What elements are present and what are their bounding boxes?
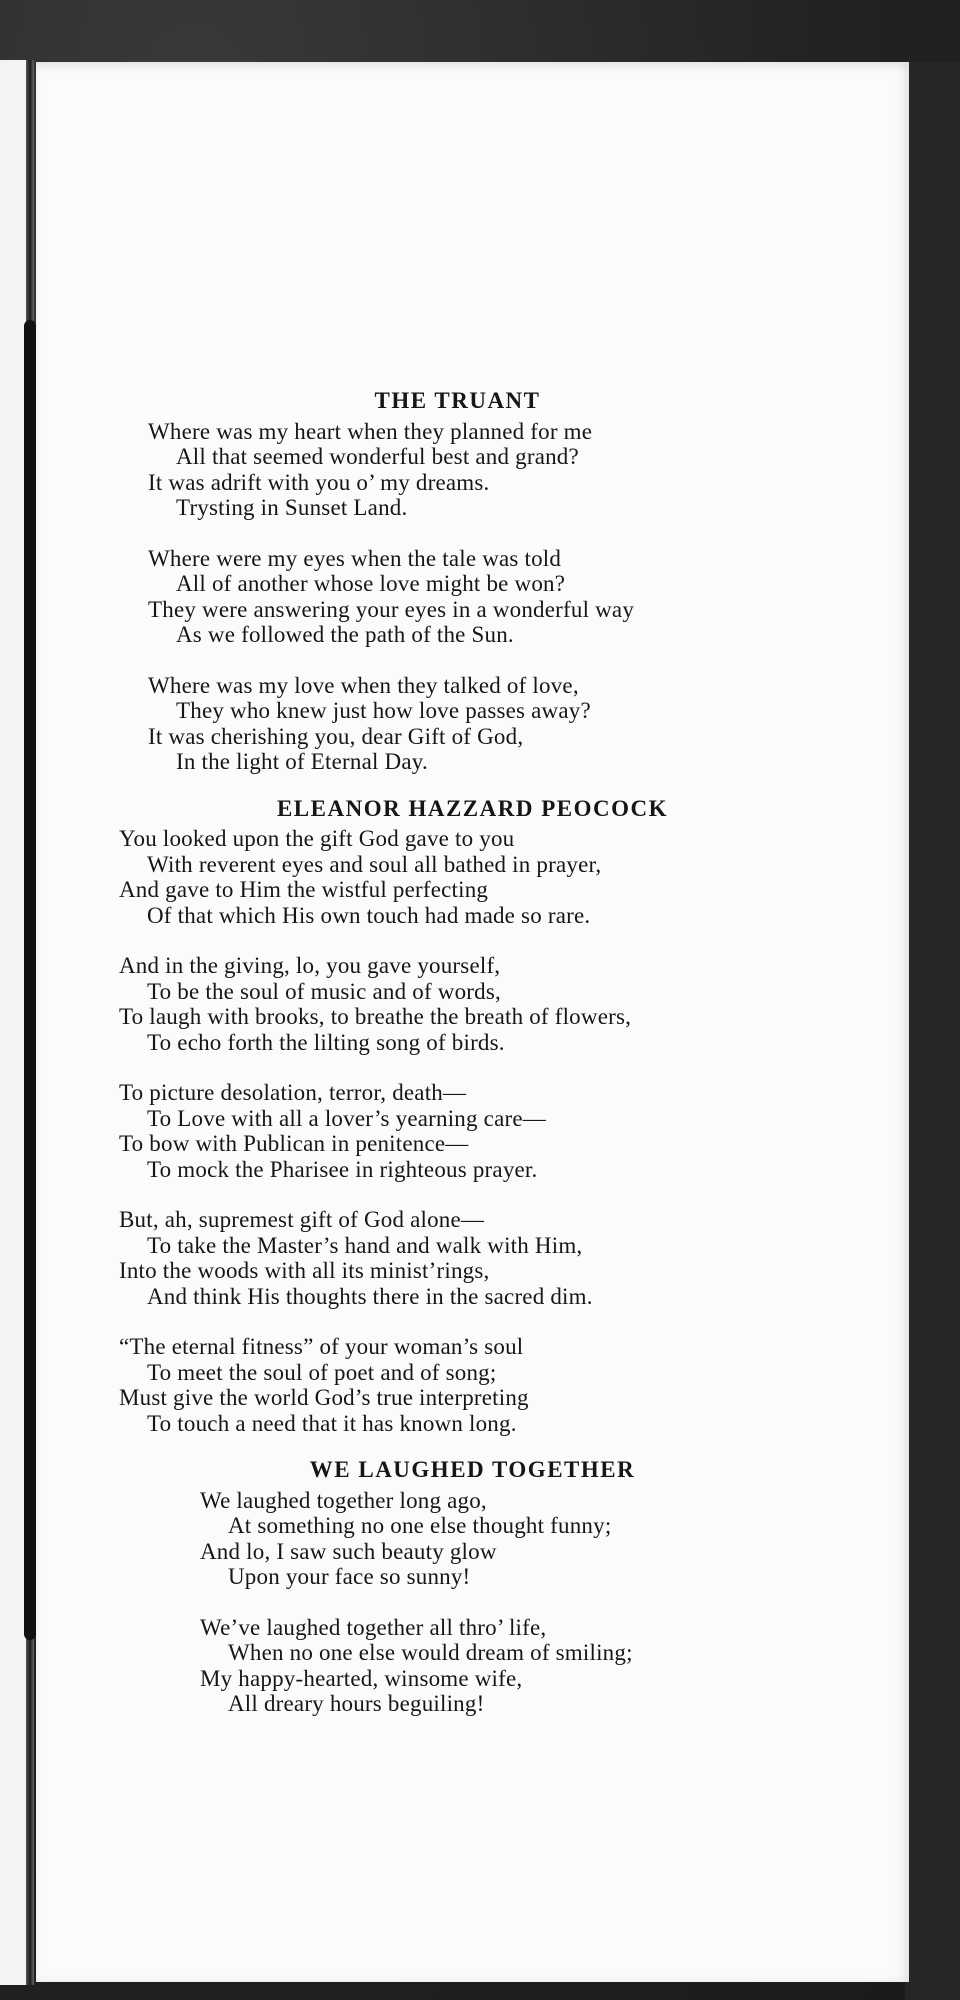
poem-line: We laughed together long ago, bbox=[200, 1487, 487, 1513]
poem-line: Must give the world God’s true interpreting bbox=[119, 1385, 529, 1410]
poem-line: And in the giving, lo, you gave yourself, bbox=[119, 953, 501, 978]
poem-eleanor-hazzard-peocock bbox=[36, 796, 909, 1437]
poem-title: WE LAUGHED TOGETHER bbox=[309, 1457, 636, 1482]
poem-line: With reverent eyes and soul all bathed in prayer, bbox=[147, 851, 602, 877]
poem-line: Upon your face so sunny! bbox=[228, 1564, 471, 1589]
poem-line: To Love with all a lover’s yearning care— bbox=[147, 1105, 546, 1131]
poem-line: As we followed the path of the Sun. bbox=[176, 622, 514, 647]
poem-line: To bow with Publican in penitence— bbox=[119, 1131, 469, 1156]
poem-line: All of another whose love might be won? bbox=[176, 571, 566, 596]
poem-line: All that seemed wonderful best and grand? bbox=[176, 444, 579, 469]
poem-line: You looked upon the gift God gave to you bbox=[119, 826, 515, 851]
stanza bbox=[119, 1080, 909, 1182]
book-page bbox=[36, 62, 909, 1982]
poem-line: They who knew just how love passes away? bbox=[176, 698, 591, 723]
stanza bbox=[148, 673, 909, 775]
poem-line: But, ah, supremest gift of God alone— bbox=[119, 1207, 485, 1232]
stanza bbox=[200, 1488, 909, 1590]
poem-line: And lo, I saw such beauty glow bbox=[200, 1538, 497, 1564]
poem-line: Where was my love when they talked of love, bbox=[148, 672, 579, 698]
stanza bbox=[119, 1334, 909, 1436]
poem-line: Where was my heart when they planned for me bbox=[148, 418, 593, 444]
poem-title: THE TRUANT bbox=[374, 388, 541, 413]
poem-line: All dreary hours beguiling! bbox=[228, 1691, 485, 1716]
poem-line: To meet the soul of poet and of song; bbox=[147, 1359, 497, 1385]
poem-line: To take the Master’s hand and walk with Him, bbox=[147, 1232, 583, 1258]
poem-we-laughed-together bbox=[36, 1457, 909, 1717]
poem-collection bbox=[36, 382, 909, 1742]
stanza bbox=[148, 419, 909, 521]
poem-line: It was cherishing you, dear Gift of God, bbox=[148, 723, 524, 749]
poem-line: To echo forth the lilting song of birds. bbox=[147, 1029, 505, 1055]
book-spine-shadow bbox=[24, 320, 36, 1640]
poem-line: To picture desolation, terror, death— bbox=[119, 1080, 467, 1105]
poem-line: To laugh with brooks, to breathe the breath of flowers, bbox=[119, 1004, 632, 1029]
poem-line: At something no one else thought funny; bbox=[228, 1513, 612, 1538]
stanza bbox=[119, 953, 909, 1055]
poem-line: When no one else would dream of smiling; bbox=[228, 1640, 633, 1665]
stanza bbox=[148, 546, 909, 648]
poem-line: In the light of Eternal Day. bbox=[176, 749, 428, 774]
stanza bbox=[119, 1207, 909, 1309]
poem-line: Into the woods with all its minist’rings, bbox=[119, 1258, 490, 1283]
poem-the-truant bbox=[36, 388, 909, 775]
poem-line: Where were my eyes when the tale was told bbox=[148, 545, 562, 571]
poem-line: “The eternal fitness” of your woman’s soul bbox=[119, 1334, 524, 1359]
poem-line: To touch a need that it has known long. bbox=[147, 1410, 517, 1436]
poem-line: And gave to Him the wistful perfecting bbox=[119, 877, 489, 902]
stanza bbox=[119, 826, 909, 928]
poem-title: ELEANOR HAZZARD PEOCOCK bbox=[276, 795, 669, 821]
stanza bbox=[200, 1615, 909, 1717]
poem-line: Of that which His own touch had made so rare. bbox=[147, 902, 591, 928]
poem-line: Trysting in Sunset Land. bbox=[176, 495, 408, 520]
poem-line: And think His thoughts there in the sacred dim. bbox=[147, 1283, 593, 1309]
poem-line: It was adrift with you o’ my dreams. bbox=[148, 469, 490, 495]
poem-line: We’ve laughed together all thro’ life, bbox=[200, 1614, 547, 1640]
page-right-edge bbox=[905, 62, 960, 2000]
poem-line: To mock the Pharisee in righteous prayer. bbox=[147, 1156, 538, 1182]
poem-line: My happy-hearted, winsome wife, bbox=[200, 1665, 523, 1691]
poem-line: To be the soul of music and of words, bbox=[147, 978, 501, 1004]
poem-line: They were answering your eyes in a wonderful way bbox=[148, 596, 635, 622]
